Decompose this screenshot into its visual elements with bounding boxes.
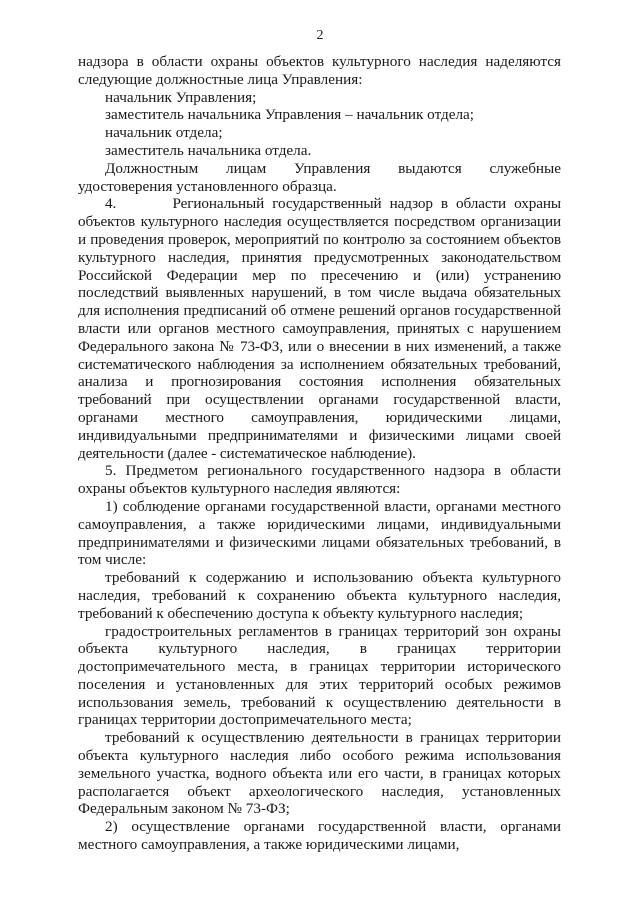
subclause-1: 1) соблюдение органами государственной власти, органами местного самоуправления, а также юридическими лицами, индивидуальными предпринимателями и физическими лицами обязательных требований, в том числе: — [78, 497, 561, 569]
paragraph-continuation: надзора в области охраны объектов культурного наследия наделяются следующие должностные лица Управления: — [78, 53, 561, 88]
paragraph-certificates: Должностным лицам Управления выдаются служебные удостоверения установленного образца. — [78, 159, 561, 195]
list-item-official: заместитель начальника отдела. — [105, 141, 312, 159]
requirement-paragraph: требований к осуществлению деятельности в границах территории объекта культурного наследия либо особого режима использования земельного участка, водного объекта или его части, в границах которых располагается объект археологического наследия, установленных Федеральным законом № 73-ФЗ; — [78, 729, 561, 818]
page-number: 2 — [316, 28, 324, 43]
list-item-official: начальник Управления; — [105, 88, 257, 106]
requirement-paragraph: градостроительных регламентов в границах территорий зон охраны объекта культурного наследия, в границах территории достопримечательного места, в границах территории исторического поселения и установленных для этих территорий особых режимов использования земель, требований к осуществлению деятельности в границах территории достопримечательного места; — [78, 622, 561, 729]
list-item-official: начальник отдела; — [105, 124, 223, 142]
document-body — [78, 53, 561, 854]
requirement-paragraph: требований к содержанию и использованию объекта культурного наследия, требований к сохранению объекта культурного наследия, требований к обеспечению доступа к объекту культурного наследия; — [78, 569, 561, 622]
list-item-official: заместитель начальника Управления – начальник отдела; — [105, 106, 475, 124]
subclause-2: 2) осуществление органами государственной власти, органами местного самоуправления, а также юридическими лицами, — [78, 818, 561, 854]
clause-5: 5. Предметом регионального государственного надзора в области охраны объектов культурного наследия являются: — [78, 462, 561, 498]
clause-4: 4. Региональный государственный надзор в области охраны объектов культурного наследия осуществляется посредством организации и проведения проверок, мероприятий по контролю за состоянием объектов культурного наследия, принятия предусмотренных законодательством Российской Федерации мер по пресечению и (или) устранению последствий выявленных нарушений, в том числе выдача обязательных для исполнения предписаний об отмене решений органов государственной власти или органов местного самоуправления, принятых с нарушением Федерального закона № 73-ФЗ, или о внесении в них изменений, а также систематического наблюдения за исполнением обязательных требований, анализа и прогнозирования состояния исполнения обязательных требований при осуществлении органами государственной власти, органами местного самоуправления, юридическими лицами, индивидуальными предпринимателями и физическими лицами своей деятельности (далее - систематическое наблюдение). — [78, 195, 561, 462]
